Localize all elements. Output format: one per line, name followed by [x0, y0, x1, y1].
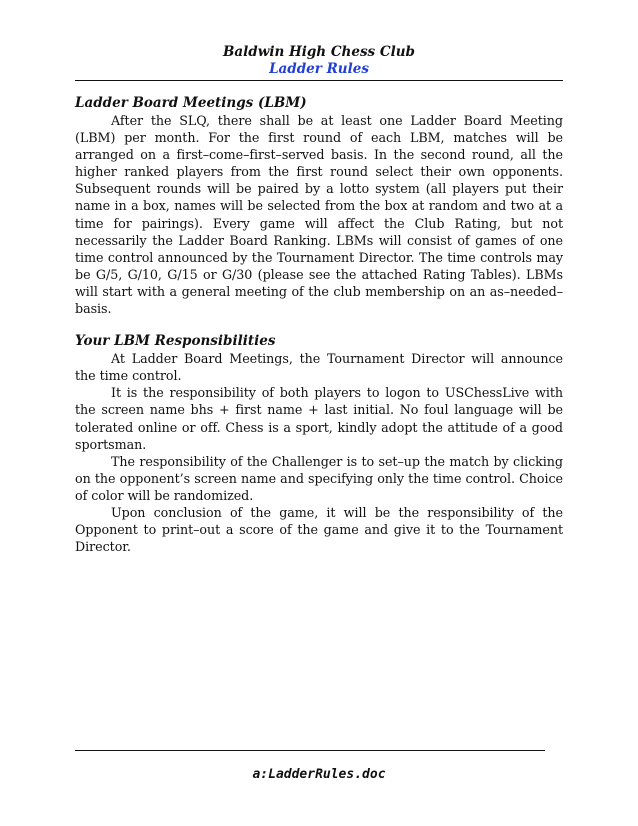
section-heading: Ladder Board Meetings (LBM)	[75, 95, 307, 111]
header-divider	[75, 80, 563, 81]
section-lbm-responsibilities	[75, 333, 563, 555]
footer-filename: a:LadderRules.doc	[252, 767, 386, 782]
footer-divider	[75, 750, 545, 751]
document-subtitle: Ladder Rules	[269, 61, 369, 77]
document-title: Baldwin High Chess Club	[222, 44, 415, 60]
section-ladder-board-meetings	[75, 95, 563, 317]
section-heading: Your LBM Responsibilities	[75, 333, 276, 350]
paragraph: The responsibility of the Challenger is to set–up the match by clicking on the opponent’s screen name and specifying only the time control. Choice of color will be randomized.	[75, 453, 563, 503]
paragraph: At Ladder Board Meetings, the Tournament Director will announce the time control.	[75, 351, 563, 384]
paragraph: It is the responsibility of both players to logon to USChessLive with the screen name bhs + first name + last initial. No foul language will be tolerated online or off. Chess is a sport, kindly adopt the attitude of a good sportsman.	[75, 385, 563, 452]
document-body	[75, 95, 563, 571]
paragraph: Upon conclusion of the game, it will be the responsibility of the Opponent to print–out a score of the game and give it to the Tournament Director.	[75, 504, 563, 555]
page-header	[75, 44, 563, 78]
paragraph: After the SLQ, there shall be at least one Ladder Board Meeting (LBM) per month. For the first round of each LBM, matches will be arranged on a first–come–first–served basis. In the second round, all the higher ranked players from the first round select their own opponents. Subsequent rounds will be paired by a lotto system (all players put their name in a box, names will be selected from the box at random and two at a time for pairings). Every game will affect the Club Rating, but not necessarily the Ladder Board Ranking. LBMs will consist of games of one time control announced by the Tournament Director. The time controls may be G/5, G/10, G/15 or G/30 (please see the attached Rating Tables). LBMs will start with a general meeting of the club membership on an as–needed–basis.	[75, 113, 563, 317]
